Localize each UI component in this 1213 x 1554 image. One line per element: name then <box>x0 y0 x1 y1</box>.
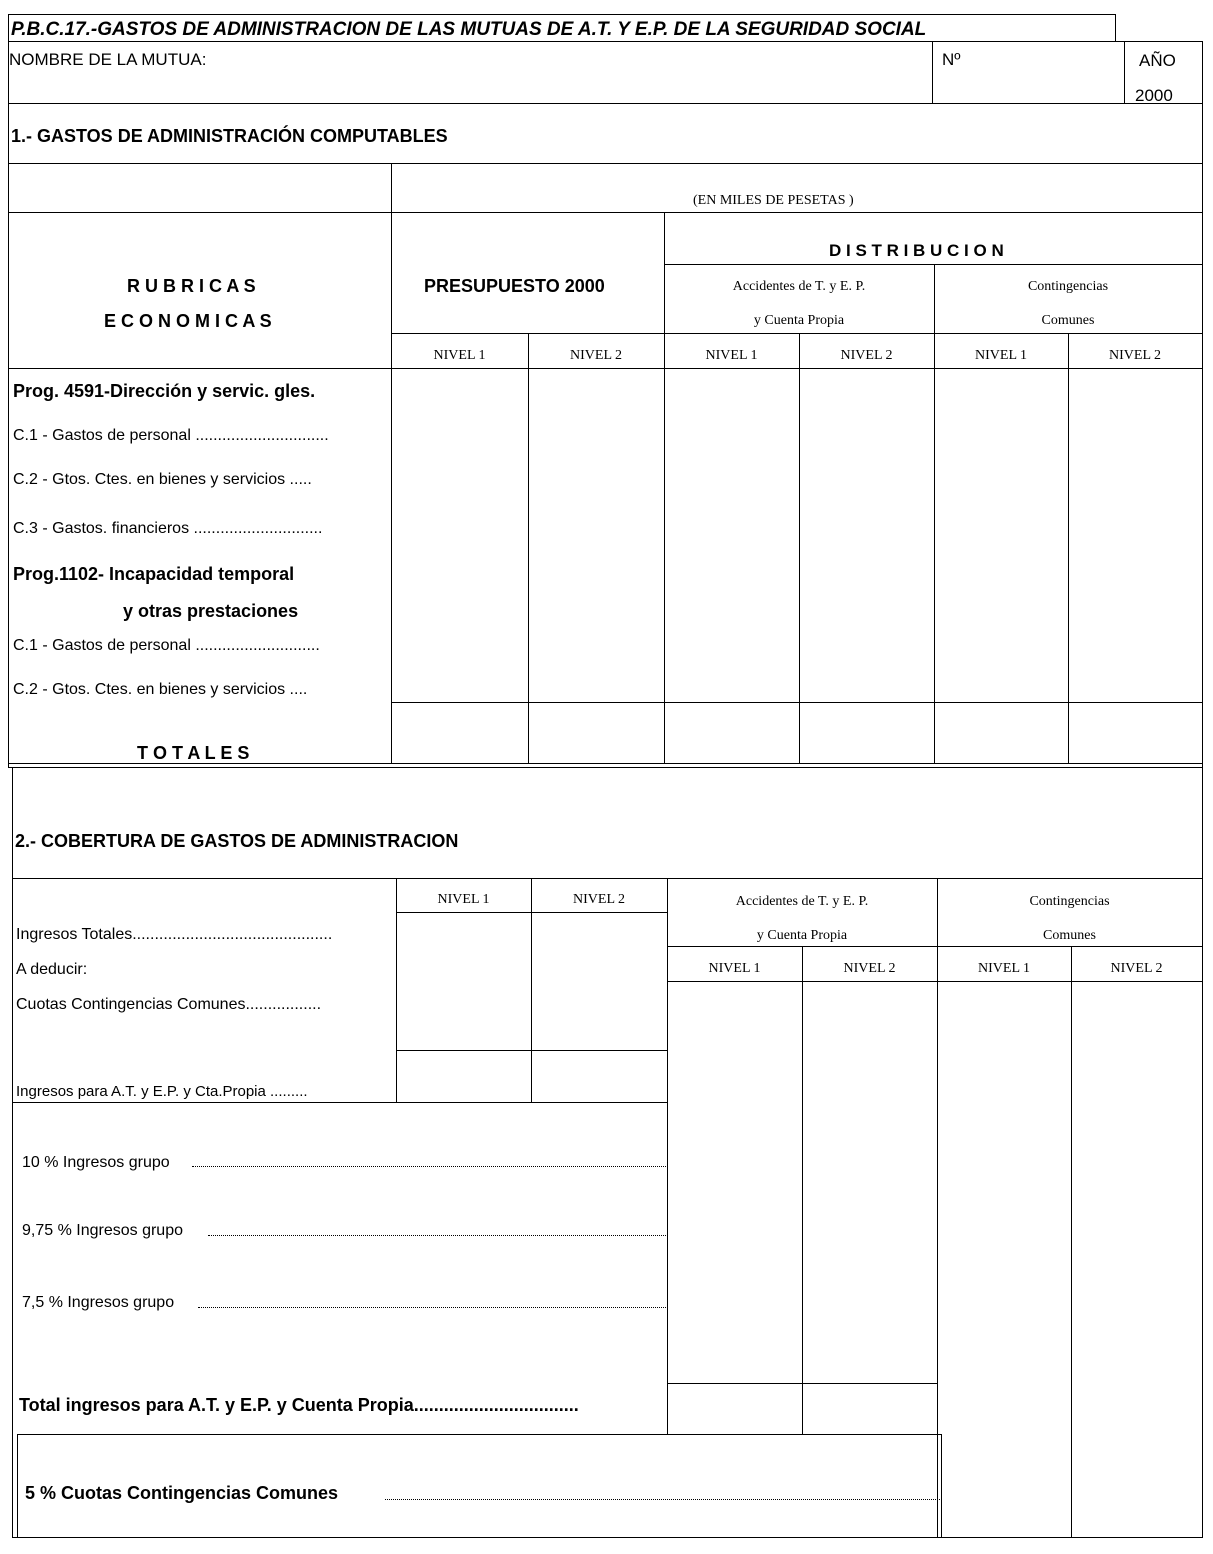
rule <box>8 368 1203 369</box>
rule <box>12 1537 1203 1538</box>
section1-title: 1.- GASTOS DE ADMINISTRACIÓN COMPUTABLES <box>11 126 448 146</box>
cuotas-cc-label: Cuotas Contingencias Comunes................. <box>16 996 322 1013</box>
level-header: NIVEL 2 <box>840 348 893 363</box>
rule <box>8 14 9 768</box>
rule <box>667 981 1203 982</box>
a-deducir-label: A deducir: <box>16 961 88 978</box>
accidentes-heading: Accidentes de T. y E. P. <box>735 894 869 909</box>
prog-4591-title: Prog. 4591-Dirección y servic. gles. <box>13 381 316 401</box>
level-header: NIVEL 1 <box>975 348 1027 363</box>
level-header: NIVEL 1 <box>433 348 486 363</box>
rule <box>667 1383 937 1384</box>
distribucion-heading: D I S T R I B U C I O N <box>829 241 1004 260</box>
rule <box>12 1102 667 1103</box>
year-value: 2000 <box>1135 86 1173 105</box>
rule <box>1124 41 1125 103</box>
rule <box>1071 946 1072 1537</box>
comunes-heading: Comunes <box>1041 313 1095 328</box>
rule <box>1202 767 1203 1537</box>
units-note: (EN MILES DE PESETAS ) <box>693 193 854 208</box>
total-ingresos-label: Total ingresos para A.T. y E.P. y Cuenta Propia................................. <box>19 1395 579 1415</box>
level-header: NIVEL 2 <box>1110 961 1163 976</box>
dot-leader <box>208 1235 666 1236</box>
level-header: NIVEL 1 <box>437 892 490 907</box>
rule <box>1115 14 1116 42</box>
level-header: NIVEL 1 <box>978 961 1030 976</box>
rule <box>396 912 667 913</box>
pct-975-label: 9,75 % Ingresos grupo <box>22 1222 183 1239</box>
number-label: Nº <box>942 50 961 69</box>
rule <box>12 767 13 1537</box>
row-label: C.1 - Gastos de personal ............................ <box>13 637 320 654</box>
economicas-heading: E C O N O M I C A S <box>104 311 272 331</box>
presupuesto-heading: PRESUPUESTO 2000 <box>424 276 605 296</box>
rule <box>8 763 1203 764</box>
rule <box>8 163 1203 164</box>
cuenta-propia-heading: y Cuenta Propia <box>756 928 848 943</box>
prog-1102-title: Prog.1102- Incapacidad temporal <box>13 564 295 584</box>
level-header: NIVEL 2 <box>1109 348 1161 363</box>
rule <box>391 163 392 763</box>
form-title: P.B.C.17.-GASTOS DE ADMINISTRACION DE LAS MUTUAS DE A.T. Y E.P. DE LA SEGURIDAD SOCIAL <box>11 19 927 40</box>
level-header: NIVEL 1 <box>708 961 761 976</box>
rule <box>1068 333 1069 763</box>
rule <box>932 41 933 103</box>
cuotas-5-label: 5 % Cuotas Contingencias Comunes <box>25 1483 339 1503</box>
ingresos-at-label: Ingresos para A.T. y E.P. y Cta.Propia ......... <box>16 1083 308 1100</box>
ingresos-totales-label: Ingresos Totales............................................. <box>16 926 333 943</box>
rule <box>391 702 1203 703</box>
rule <box>664 212 665 763</box>
contingencias-heading: Contingencias <box>1027 279 1109 294</box>
row-label: C.2 - Gtos. Ctes. en bienes y servicios .... <box>13 681 308 698</box>
prog-1102-subtitle: y otras prestaciones <box>123 601 299 621</box>
rule <box>528 333 529 763</box>
dot-leader <box>385 1499 940 1500</box>
year-label: AÑO <box>1139 51 1176 70</box>
pct-10-label: 10 % Ingresos grupo <box>22 1154 170 1171</box>
rule <box>667 946 1203 947</box>
rule <box>1202 41 1203 768</box>
level-header: NIVEL 1 <box>705 348 758 363</box>
level-header: NIVEL 2 <box>573 892 625 907</box>
rule <box>937 878 938 1537</box>
rule <box>934 264 935 763</box>
totales-label: T O T A L E S <box>137 743 250 763</box>
rule <box>396 1050 667 1051</box>
dot-leader <box>198 1307 666 1308</box>
rule <box>17 1434 18 1537</box>
rule <box>8 41 1203 42</box>
row-label: C.3 - Gastos. financieros ............................. <box>13 520 323 537</box>
pct-75-label: 7,5 % Ingresos grupo <box>22 1294 175 1311</box>
section2-title: 2.- COBERTURA DE GASTOS DE ADMINISTRACION <box>15 831 459 851</box>
mutua-name-field[interactable] <box>300 46 920 100</box>
rule <box>941 1434 942 1537</box>
level-header: NIVEL 2 <box>570 348 622 363</box>
contingencias-heading: Contingencias <box>1029 894 1110 909</box>
comunes-heading: Comunes <box>1043 928 1096 943</box>
rule <box>17 1434 941 1435</box>
rule <box>391 333 1203 334</box>
rule <box>799 333 800 763</box>
cuenta-propia-heading: y Cuenta Propia <box>753 313 845 328</box>
rubricas-heading: R U B R I C A S <box>127 276 256 296</box>
rule <box>8 212 1203 213</box>
rule <box>8 767 1203 768</box>
level-header: NIVEL 2 <box>843 961 896 976</box>
rule <box>8 14 1115 15</box>
rule <box>12 878 1203 879</box>
dot-leader <box>192 1166 666 1167</box>
row-label: C.2 - Gtos. Ctes. en bienes y servicios ..... <box>13 471 312 488</box>
rule <box>802 946 803 1434</box>
rule <box>8 103 1203 104</box>
row-label: C.1 - Gastos de personal .............................. <box>13 427 329 444</box>
number-field[interactable] <box>975 46 1115 100</box>
accidentes-heading: Accidentes de T. y E. P. <box>732 279 866 294</box>
mutua-name-label: NOMBRE DE LA MUTUA: <box>9 50 207 69</box>
